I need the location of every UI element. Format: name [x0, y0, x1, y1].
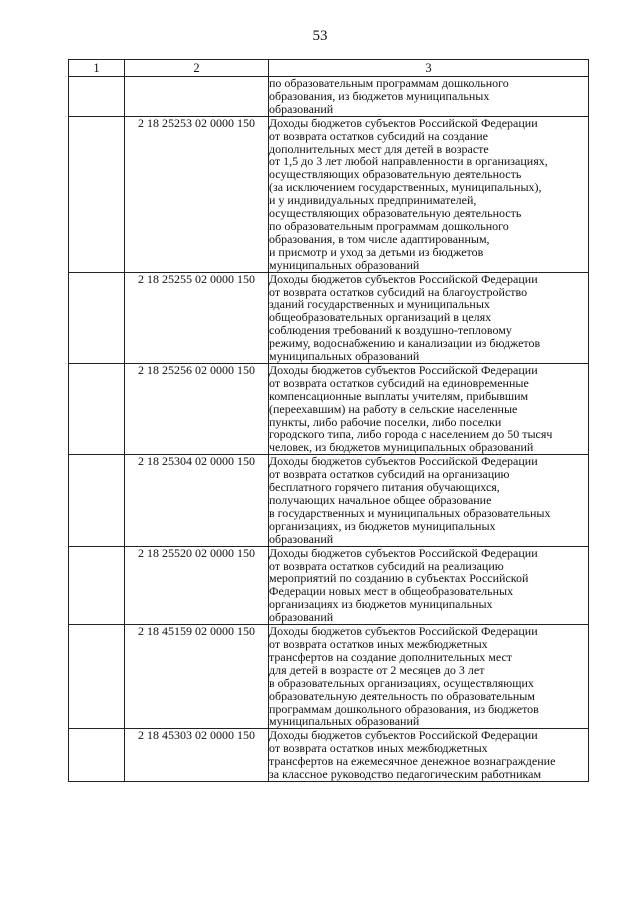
description-line: для детей в возрасте от 2 месяцев до 3 лет: [269, 662, 485, 677]
table-row: [69, 272, 589, 363]
description-line: от возврата остатков иных межбюджетных: [269, 636, 488, 651]
description-line: осуществляющих образовательную деятельность: [269, 206, 522, 221]
table-row: [69, 625, 589, 729]
income-code-cell: 2 18 25253 02 0000 150: [125, 116, 269, 272]
description-line: человек, из бюджетов муниципальных образований: [269, 440, 534, 455]
cell-empty: [69, 625, 125, 729]
cell-empty: [69, 455, 125, 546]
income-description-cell: [269, 546, 589, 624]
description-line: по образовательным программам дошкольного: [269, 218, 509, 233]
description-line: образований: [269, 531, 334, 546]
income-code-cell: 2 18 25256 02 0000 150: [125, 363, 269, 454]
description-line: от возврата остатков иных межбюджетных: [269, 741, 488, 756]
description-line: Доходы бюджетов субъектов Российской Федерации: [269, 545, 538, 560]
page-number: 53: [312, 28, 328, 44]
description-line: по образовательным программам дошкольного: [269, 76, 509, 90]
description-line: бесплатного горячего питания обучающихся,: [269, 480, 500, 495]
description-line: дополнительных мест для детей в возрасте: [269, 141, 489, 156]
description-line: Доходы бюджетов субъектов Российской Федерации: [269, 728, 538, 743]
description-line: и у индивидуальных предпринимателей,: [269, 193, 477, 208]
cell-empty: [69, 116, 125, 272]
description-line: общеобразовательных организаций в целях: [269, 310, 492, 325]
description-line: (переехавшим) на работу в сельские населенные: [269, 401, 518, 416]
description-line: мероприятий по созданию в субъектах Российской: [269, 571, 529, 586]
cell-empty: [69, 272, 125, 363]
description-line: в государственных и муниципальных образовательных: [269, 505, 551, 520]
cell-empty: [69, 363, 125, 454]
income-description-cell: [269, 77, 589, 117]
description-line: городского типа, либо города с населением до 50 тысяч: [269, 427, 553, 442]
description-line: от возврата остатков субсидий на организацию: [269, 467, 510, 482]
description-line: от возврата остатков субсидий на благоустройство: [269, 284, 528, 299]
cell-empty: [69, 546, 125, 624]
income-code-cell: [125, 77, 269, 117]
description-line: компенсационные выплаты учителям, прибывшим: [269, 388, 529, 403]
description-line: соблюдения требований к воздушно-тепловому: [269, 323, 512, 338]
income-description-cell: [269, 455, 589, 546]
description-line: организациях из бюджетов муниципальных: [269, 597, 493, 612]
description-line: Доходы бюджетов субъектов Российской Федерации: [269, 624, 538, 639]
header-row: [69, 60, 589, 77]
table-row: [69, 77, 589, 117]
description-line: Доходы бюджетов субъектов Российской Федерации: [269, 454, 538, 469]
description-line: программам дошкольного образования, из бюджетов: [269, 701, 539, 716]
income-code-cell: 2 18 25304 02 0000 150: [125, 455, 269, 546]
description-line: получающих начальное общее образование: [269, 493, 492, 507]
income-description-cell: [269, 729, 589, 782]
description-line: муниципальных образований: [269, 714, 420, 729]
income-code-cell: 2 18 25520 02 0000 150: [125, 546, 269, 624]
header-col-1: 1: [69, 60, 125, 77]
description-line: зданий государственных и муниципальных: [269, 297, 490, 312]
description-line: в образовательных организациях, осуществляющих: [269, 675, 534, 690]
description-line: (за исключением государственных, муниципальных),: [269, 180, 542, 195]
description-line: образований: [269, 610, 334, 625]
description-line: трансфертов на создание дополнительных мест: [269, 649, 513, 664]
table-row: [69, 116, 589, 272]
description-line: и присмотр и уход за детьми из бюджетов: [269, 244, 484, 259]
description-line: организациях, из бюджетов муниципальных: [269, 518, 496, 533]
table-row: [69, 455, 589, 546]
description-line: Доходы бюджетов субъектов Российской Федерации: [269, 271, 538, 286]
header-col-2: 2: [125, 60, 269, 77]
cell-empty: [69, 77, 125, 117]
description-line: образования, из бюджетов муниципальных: [269, 88, 490, 103]
income-codes-table: [68, 59, 589, 782]
income-description-cell: [269, 116, 589, 272]
description-line: образовательную деятельность по образовательным: [269, 688, 535, 703]
description-line: осуществляющих образовательную деятельность: [269, 167, 522, 182]
table-row: [69, 546, 589, 624]
description-line: образования, в том числе адаптированным,: [269, 231, 490, 246]
description-line: режиму, водоснабжению и канализации из бюджетов: [269, 336, 541, 351]
table-row: [69, 729, 589, 782]
description-line: от возврата остатков субсидий на единовременные: [269, 375, 529, 390]
description-line: пункты, либо рабочие поселки, либо поселки: [269, 414, 502, 429]
income-description-cell: [269, 272, 589, 363]
description-line: от возврата остатков субсидий на реализацию: [269, 558, 504, 573]
cell-empty: [69, 729, 125, 782]
description-line: Федерации новых мест в общеобразовательных: [269, 584, 514, 599]
income-description-cell: [269, 625, 589, 729]
description-line: Доходы бюджетов субъектов Российской Федерации: [269, 362, 538, 377]
description-line: за классное руководство педагогическим работникам: [269, 767, 542, 782]
description-line: Доходы бюджетов субъектов Российской Федерации: [269, 115, 538, 130]
description-line: трансфертов на ежемесячное денежное вознаграждение: [269, 754, 556, 769]
description-line: от возврата остатков субсидий на создание: [269, 128, 488, 143]
header-col-3: 3: [269, 60, 589, 77]
income-code-cell: 2 18 45303 02 0000 150: [125, 729, 269, 782]
income-description-cell: [269, 363, 589, 454]
description-line: от 1,5 до 3 лет любой направленности в организациях,: [269, 154, 548, 169]
table-row: [69, 363, 589, 454]
income-code-cell: 2 18 25255 02 0000 150: [125, 272, 269, 363]
income-code-cell: 2 18 45159 02 0000 150: [125, 625, 269, 729]
description-line: муниципальных образований: [269, 257, 420, 272]
description-line: муниципальных образований: [269, 349, 420, 364]
description-line: образований: [269, 101, 334, 116]
